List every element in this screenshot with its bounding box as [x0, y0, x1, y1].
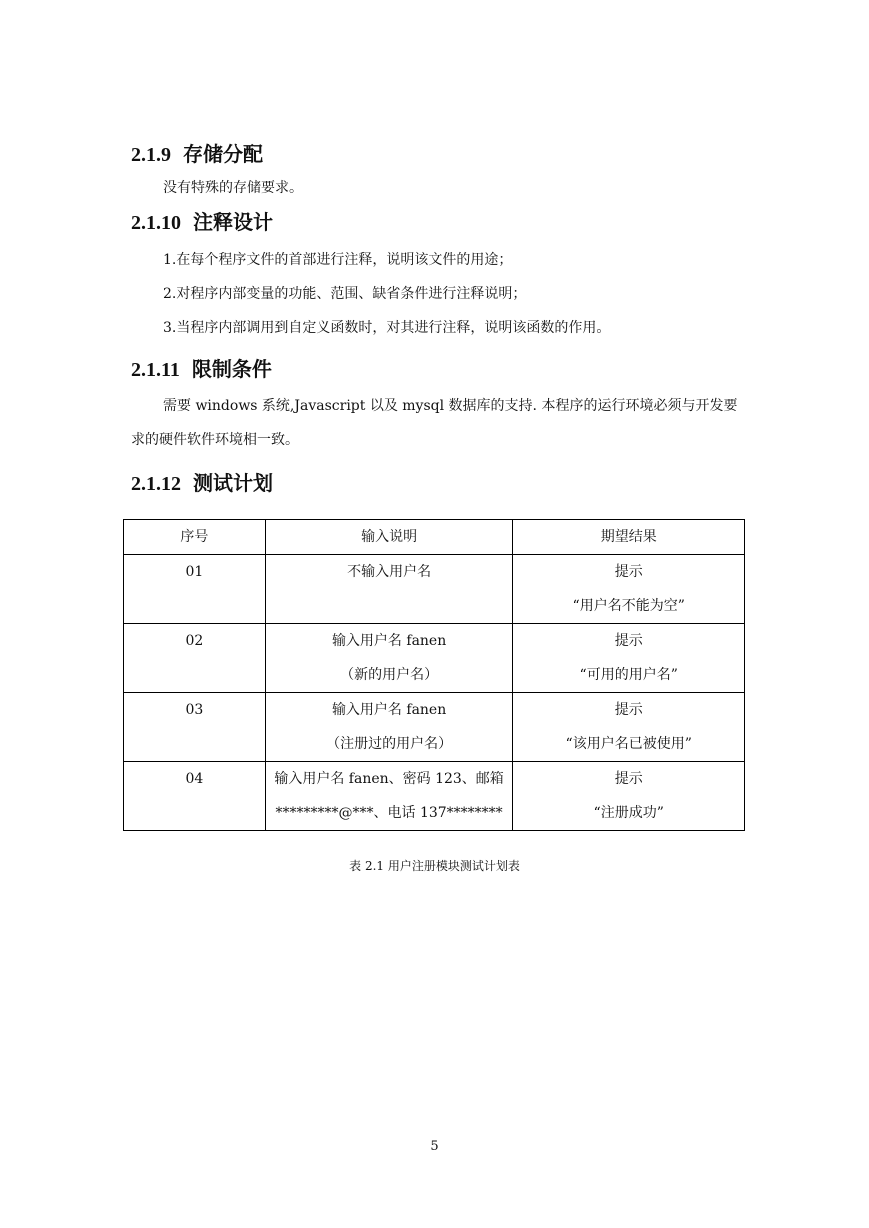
- section-heading-2-1-10: [131, 206, 273, 235]
- cell-line: 提示: [614, 702, 643, 718]
- test-plan-table: [123, 519, 745, 831]
- section-title: 注释设计: [193, 212, 273, 234]
- cell-id: 03: [124, 693, 266, 762]
- section-title: 测试计划: [193, 473, 273, 495]
- paragraph: 没有特殊的存储要求。: [163, 180, 303, 196]
- section-heading-2-1-9: [131, 138, 263, 167]
- cell-id: 02: [124, 624, 266, 693]
- cell-expected: [513, 555, 745, 624]
- list-item: 2.对程序内部变量的功能、范围、缺省条件进行注释说明；: [163, 286, 527, 302]
- section-title: 限制条件: [191, 359, 272, 381]
- cell-line: 提示: [614, 771, 643, 787]
- cell-line: *********@***、电话 137********: [275, 805, 503, 821]
- section-title: 存储分配: [183, 144, 263, 166]
- list-item: 3.当程序内部调用到自定义函数时，对其进行注释，说明该函数的作用。: [163, 320, 611, 336]
- section-number: 2.1.11: [131, 359, 180, 381]
- section-number: 2.1.10: [131, 212, 181, 234]
- table-caption: 表 2.1 用户注册模块测试计划表: [349, 859, 520, 873]
- cell-line: “用户名不能为空”: [572, 598, 685, 614]
- section-number: 2.1.9: [131, 144, 171, 166]
- table-header-row: [124, 520, 745, 555]
- cell-expected: [513, 762, 745, 831]
- column-header: 输入说明: [265, 520, 513, 555]
- cell-input: [265, 762, 513, 831]
- cell-line: “注册成功”: [593, 805, 664, 821]
- cell-line: “可用的用户名”: [579, 667, 678, 683]
- cell-id: 01: [124, 555, 266, 624]
- table-row: [124, 762, 745, 831]
- cell-input: [265, 555, 513, 624]
- cell-line: “该用户名已被使用”: [565, 736, 692, 752]
- section-heading-2-1-11: [131, 353, 272, 382]
- cell-input: [265, 693, 513, 762]
- section-heading-2-1-12: [131, 467, 273, 496]
- cell-input: [265, 624, 513, 693]
- cell-id: 04: [124, 762, 266, 831]
- table-row: [124, 693, 745, 762]
- table-row: [124, 624, 745, 693]
- column-header: 序号: [124, 520, 266, 555]
- cell-line: （注册过的用户名）: [326, 736, 453, 752]
- section-number: 2.1.12: [131, 473, 181, 495]
- table-row: [124, 555, 745, 624]
- page-number: 5: [430, 1139, 439, 1154]
- cell-expected: [513, 693, 745, 762]
- cell-line: 输入用户名 fanen: [331, 702, 447, 718]
- cell-line: （新的用户名）: [340, 667, 439, 683]
- cell-expected: [513, 624, 745, 693]
- paragraph: 需要 windows 系统,Javascript 以及 mysql 数据库的支持. 本程序的运行环境必须与开发要求的硬件软件环境相一致。: [131, 398, 738, 448]
- cell-line: 提示: [614, 633, 643, 649]
- list-item: 1.在每个程序文件的首部进行注释，说明该文件的用途；: [163, 252, 513, 268]
- cell-line: 提示: [614, 564, 643, 580]
- cell-line: 不输入用户名: [347, 564, 432, 580]
- column-header: 期望结果: [513, 520, 745, 555]
- cell-line: 输入用户名 fanen、密码 123、邮箱: [274, 771, 504, 787]
- cell-line: 输入用户名 fanen: [331, 633, 447, 649]
